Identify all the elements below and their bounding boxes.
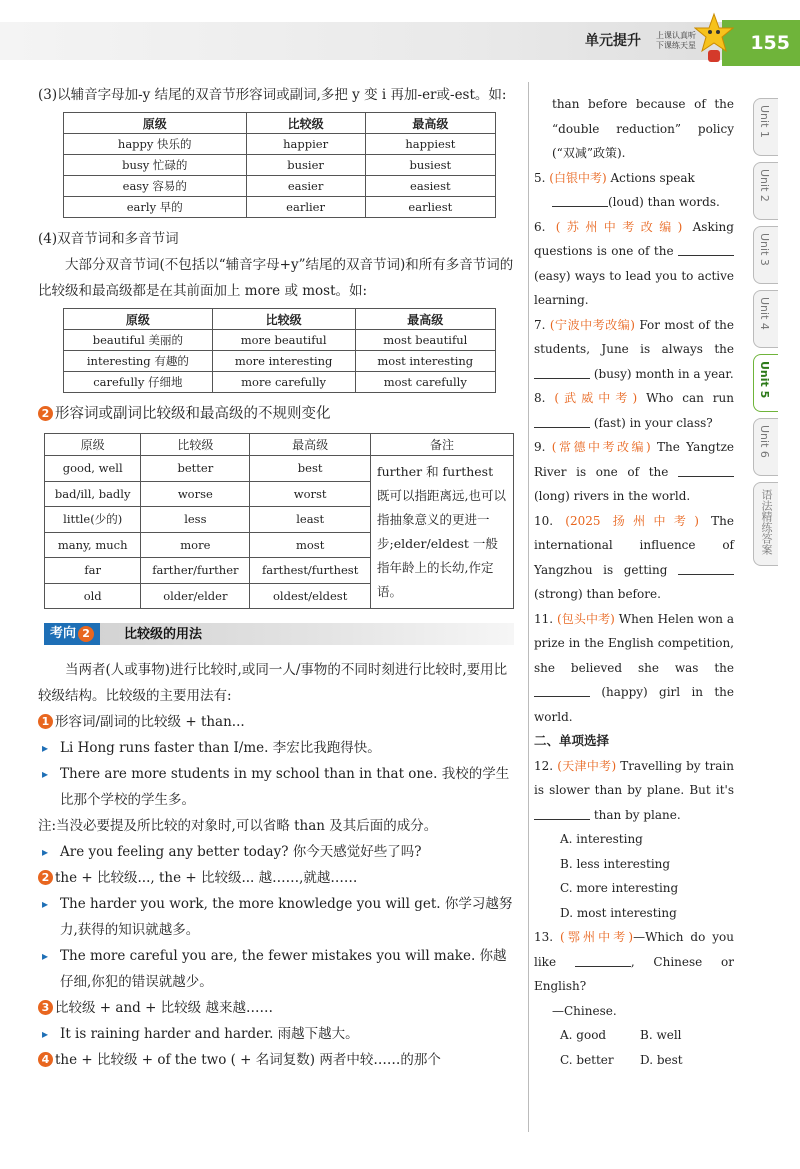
example-2: ▸ There are more students in my school than in that one. 我校的学生比那个学校的学生多。 [38, 761, 516, 813]
table-cell: happier [246, 134, 365, 155]
section-tag: 考向 2 [44, 623, 100, 645]
th-comparative: 比较级 [246, 113, 365, 134]
question-10: 10. (2025 扬州中考) The international influence of Yangzhou is getting (strong) than before. [534, 513, 734, 601]
irregular-note: further 和 furthest 既可以指距离远,也可以指抽象意义的更进一步;elder/eldest 一般指年龄上的长幼,作定语。 [371, 456, 514, 609]
tab-answers[interactable]: 语法精练答案 [753, 482, 778, 566]
section-2-heading: 二、单项选择 [534, 733, 610, 748]
table-cell: happy 快乐的 [64, 134, 247, 155]
table-cell: more interesting [212, 351, 355, 372]
reply: —Chinese. [552, 1003, 617, 1018]
option-a[interactable]: A. good [560, 1028, 607, 1042]
table-cell: least [250, 507, 371, 533]
answer-blank[interactable] [575, 954, 631, 967]
option-a[interactable]: A. interesting [560, 832, 643, 846]
section-title: 比较级的用法 [124, 627, 203, 642]
table-cell: most carefully [355, 372, 495, 393]
table-cell: bad/ill, badly [45, 481, 141, 507]
irregular-heading: 2 形容词或副词比较级和最高级的不规则变化 [38, 401, 516, 427]
table-cell: busiest [365, 155, 495, 176]
tab-unit-6[interactable]: Unit 6 [753, 418, 778, 476]
table-cell: old [45, 583, 141, 609]
rule-3: (3)以辅音字母加-y 结尾的双音节形容词或副词,多把 y 变 i 再加-er或-est。如: [38, 87, 507, 103]
answer-blank[interactable] [534, 366, 590, 379]
example-4: ▸ The harder you work, the more knowledge you will get. 你学习越努力,获得的知识就越多。 [38, 891, 516, 943]
option-c[interactable]: C. more interesting [560, 881, 679, 895]
table-cell: good, well [45, 456, 141, 482]
section-heading [44, 623, 514, 645]
table-cell: busier [246, 155, 365, 176]
th-superlative: 最高级 [365, 113, 495, 134]
example-3: ▸ Are you feeling any better today? 你今天感觉好些了吗? [38, 839, 516, 865]
question-11: 11. (包头中考) When Helen won a prize in the English competition, she believed she was the (happy) girl in the world. [534, 611, 734, 724]
column-divider [528, 82, 529, 1132]
table-cell: easy 容易的 [64, 176, 247, 197]
question-9: 9. (常德中考改编) The Yangtze River is one of the (long) rivers in the world. [534, 440, 734, 503]
usage-1: 1 形容词/副词的比较级 + than... [38, 709, 516, 735]
unit-label: 单元提升 [585, 33, 641, 49]
option-b[interactable]: B. less interesting [560, 856, 671, 871]
question-8: 8. (武威中考) Who can run (fast) in your class? [534, 391, 734, 430]
intro-text: 当两者(人或事物)进行比较时,或同一人/事物的不同时刻进行比较时,要用比较级结构。比较级的主要用法有: [38, 662, 508, 704]
th-base: 原级 [64, 113, 247, 134]
header-tip [656, 31, 696, 51]
tab-unit-5[interactable]: Unit 5 [753, 354, 778, 412]
table-row [64, 134, 496, 155]
table-cell: little(少的) [45, 507, 141, 533]
table-cell: most [250, 532, 371, 558]
options-row-1 [534, 1023, 734, 1048]
table-cell: best [250, 456, 371, 482]
table-cell: farther/further [141, 558, 250, 584]
example-1: ▸ Li Hong runs faster than I/me. 李宏比我跑得快。 [38, 735, 516, 761]
table-cell: interesting 有趣的 [64, 351, 213, 372]
table-row [64, 330, 496, 351]
example-6: ▸ It is raining harder and harder. 雨越下越大。 [38, 1021, 516, 1047]
question-13: 13. (鄂州中考)—Which do you like , Chinese or English? [534, 930, 734, 993]
number-1-icon: 1 [38, 714, 53, 729]
table-cell: earliest [365, 197, 495, 218]
question-5: 5. (白银中考) Actions speak (loud) than words. [534, 170, 720, 209]
question-7: 7. (宁波中考改编) For most of the students, June is always the (busy) month in a year. [534, 317, 734, 381]
star-mascot-icon [694, 12, 734, 66]
option-b[interactable]: B. well [640, 1028, 682, 1042]
page-number: 155 [722, 20, 800, 66]
answer-blank[interactable] [534, 807, 590, 820]
answer-blank[interactable] [678, 562, 734, 575]
number-2-icon: 2 [38, 870, 53, 885]
table-y-words [63, 112, 496, 218]
table-cell: most interesting [355, 351, 495, 372]
table-cell: happiest [365, 134, 495, 155]
table-cell: carefully 仔细地 [64, 372, 213, 393]
table-cell: busy 忙碌的 [64, 155, 247, 176]
option-d[interactable]: D. most interesting [560, 905, 677, 920]
left-column [38, 82, 516, 1073]
question-6: 6. (苏州中考改编) Asking questions is one of the (easy) ways to lead you to active learning. [534, 219, 734, 307]
answer-blank[interactable] [678, 464, 734, 477]
tab-unit-2[interactable]: Unit 2 [753, 162, 778, 220]
unit-tabs [745, 98, 800, 572]
table-cell: more carefully [212, 372, 355, 393]
table-cell: easier [246, 176, 365, 197]
options-row-2 [534, 1048, 734, 1073]
tab-unit-4[interactable]: Unit 4 [753, 290, 778, 348]
tip-line-2: 下课练天星 [656, 41, 696, 50]
right-column [534, 92, 734, 1072]
table-row [64, 176, 496, 197]
page-header [0, 0, 800, 78]
table-row [45, 456, 514, 482]
usage-2: 2 the + 比较级..., the + 比较级... 越……,就越…… [38, 865, 516, 891]
table-cell: better [141, 456, 250, 482]
answer-blank[interactable] [534, 684, 590, 697]
tab-unit-1[interactable]: Unit 1 [753, 98, 778, 156]
note-1: 注:当没必要提及所比较的对象时,可以省略 than 及其后面的成分。 [38, 818, 438, 834]
table-cell: most beautiful [355, 330, 495, 351]
table-row [64, 155, 496, 176]
table-cell: far [45, 558, 141, 584]
usage-4: 4 the + 比较级 + of the two ( + 名词复数) 两者中较……的那个 [38, 1047, 516, 1073]
table-cell: easiest [365, 176, 495, 197]
table-cell: earlier [246, 197, 365, 218]
question-12: 12. (天津中考) Travelling by train is slower than by plane. But it's than by plane. [534, 758, 734, 822]
table-cell: worst [250, 481, 371, 507]
table-row [64, 197, 496, 218]
table-row [64, 351, 496, 372]
table-cell: older/elder [141, 583, 250, 609]
section-number-icon: 2 [78, 626, 94, 642]
answer-blank[interactable] [552, 194, 608, 207]
table-cell: more beautiful [212, 330, 355, 351]
usage-3: 3 比较级 + and + 比较级 越来越…… [38, 995, 516, 1021]
answer-blank[interactable] [534, 415, 590, 428]
table-cell: less [141, 507, 250, 533]
option-c[interactable]: C. better [560, 1052, 614, 1067]
rule-4-text: 大部分双音节词(不包括以“辅音字母+y”结尾的双音节词)和所有多音节词的比较级和最高级都是在其前面加上 more 或 most。如: [38, 257, 514, 299]
table-irregular: 原级 比较级 最高级 备注 good, well better best further 和 furthest 既可以指距离远,也可以指抽象意义的更进一步;elder/eldest 一般指年龄上的长幼,作定语。 bad/ill, badly worse worst little(少的) less least many, much more most far farther/further farthest/furthest old older/elder oldest/eldest [44, 433, 514, 609]
example-5: ▸ The more careful you are, the fewer mistakes you will make. 你越仔细,你犯的错误就越少。 [38, 943, 516, 995]
number-3-icon: 3 [38, 1000, 53, 1015]
number-4-icon: 4 [38, 1052, 53, 1067]
table-row [64, 372, 496, 393]
rule-4: (4)双音节词和多音节词 [38, 231, 179, 247]
table-cell: oldest/eldest [250, 583, 371, 609]
answer-blank[interactable] [678, 243, 734, 256]
table-cell: early 早的 [64, 197, 247, 218]
table-cell: farthest/furthest [250, 558, 371, 584]
option-d[interactable]: D. best [640, 1052, 683, 1067]
tip-line-1: 上课认真听 [656, 31, 696, 40]
table-cell: worse [141, 481, 250, 507]
number-badge-icon: 2 [38, 406, 53, 421]
tab-unit-3[interactable]: Unit 3 [753, 226, 778, 284]
q4-tail: than before because of the “double reduction” policy (“双减”政策). [552, 97, 734, 160]
table-cell: more [141, 532, 250, 558]
table-cell: beautiful 美丽的 [64, 330, 213, 351]
table-cell: many, much [45, 532, 141, 558]
table-multisyllable: 原级 比较级 最高级 beautiful 美丽的 more beautiful most beautiful interesting 有趣的 more interesting most interesting carefully 仔细地 more carefully most carefully [63, 308, 496, 393]
